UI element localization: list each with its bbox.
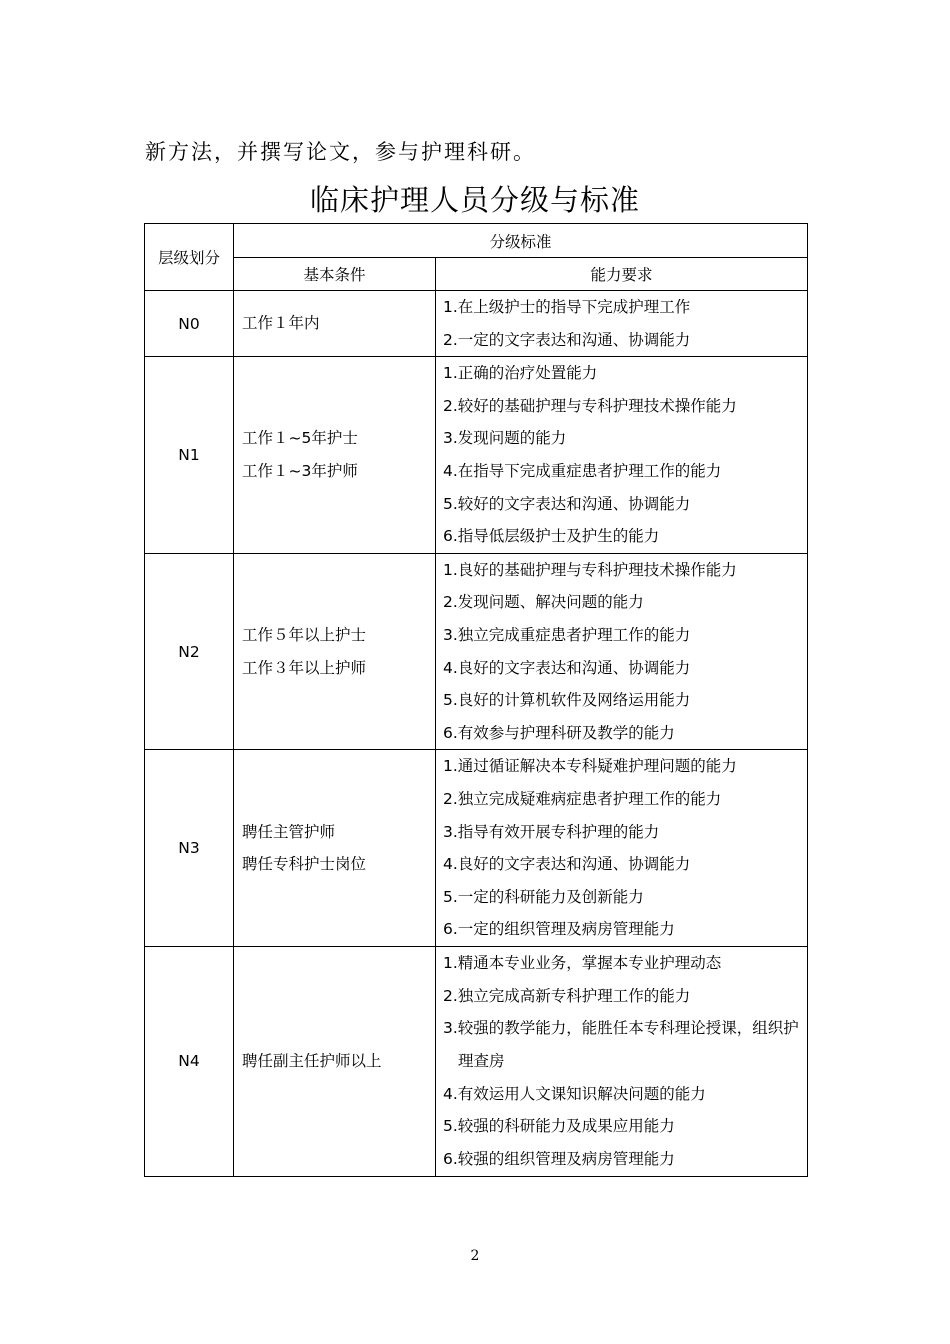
- ability-requirement-item: 3.指导有效开展专科护理的能力: [443, 822, 660, 841]
- ability-requirement-item: 1.精通本专业业务，掌握本专业护理动态: [443, 954, 722, 973]
- ability-requirement-item: 4.良好的文字表达和沟通、协调能力: [443, 855, 691, 874]
- basic-condition-line: 聘任专科护士岗位: [242, 855, 367, 874]
- basic-conditions-cell: [234, 553, 436, 750]
- table-row: [145, 946, 808, 1176]
- ability-requirement-item: 6.指导低层级护士及护生的能力: [443, 527, 660, 546]
- ability-requirement-item: 2.独立完成高新专科护理工作的能力: [443, 986, 691, 1005]
- basic-condition-line: 工作３年以上护师: [242, 658, 367, 677]
- ability-requirement-item: 1.在上级护士的指导下完成护理工作: [443, 298, 691, 316]
- ability-requirement-item: 4.良好的文字表达和沟通、协调能力: [443, 658, 691, 677]
- basic-condition-line: 工作１年内: [242, 314, 320, 333]
- ability-requirements-cell: [436, 357, 808, 554]
- ability-requirement-item: 2.较好的基础护理与专科护理技术操作能力: [443, 396, 737, 415]
- table-row: [145, 357, 808, 554]
- basic-conditions-cell: [234, 750, 436, 947]
- ability-requirement-item: 3.独立完成重症患者护理工作的能力: [443, 625, 691, 644]
- ability-requirement-item: 1.正确的治疗处置能力: [443, 364, 598, 383]
- level-cell: N0: [145, 291, 234, 357]
- ability-requirement-item: 2.独立完成疑难病症患者护理工作的能力: [443, 789, 722, 808]
- ability-requirement-item: 6.一定的组织管理及病房管理能力: [443, 920, 675, 939]
- page-number: 2: [470, 1248, 480, 1264]
- table-row: [145, 291, 808, 357]
- ability-requirements-cell: [436, 291, 808, 357]
- ability-requirement-item: 2.发现问题、解决问题的能力: [443, 593, 644, 612]
- header-basic-conditions: 基本条件: [234, 258, 436, 291]
- ability-requirement-item: 6.有效参与护理科研及教学的能力: [443, 723, 675, 742]
- ability-requirements-cell: [436, 750, 808, 947]
- header-grading-standard: 分级标准: [234, 224, 808, 258]
- basic-condition-line: 聘任主管护师: [242, 822, 336, 841]
- table-title: 临床护理人员分级与标准: [309, 183, 640, 217]
- grading-table: [144, 223, 808, 1177]
- ability-requirement-item: 3.较强的教学能力，能胜任本专科理论授课，组织护理查房: [443, 1019, 799, 1071]
- table-row: [145, 553, 808, 750]
- ability-requirements-cell: [436, 946, 808, 1176]
- ability-requirement-item: 1.良好的基础护理与专科护理技术操作能力: [443, 560, 737, 579]
- basic-condition-line: 工作１~3年护师: [242, 461, 358, 480]
- ability-requirement-item: 4.有效运用人文课知识解决问题的能力: [443, 1084, 706, 1103]
- ability-requirement-item: 6.较强的组织管理及病房管理能力: [443, 1149, 675, 1168]
- ability-requirement-item: 2.一定的文字表达和沟通、协调能力: [443, 330, 691, 349]
- ability-requirement-item: 5.良好的计算机软件及网络运用能力: [443, 691, 691, 710]
- level-cell: N3: [145, 750, 234, 947]
- header-level: 层级划分: [145, 224, 234, 291]
- table-row: [145, 750, 808, 947]
- ability-requirement-item: 1.通过循证解决本专科疑难护理问题的能力: [443, 757, 737, 776]
- basic-conditions-cell: [234, 357, 436, 554]
- basic-conditions-cell: [234, 946, 436, 1176]
- ability-requirement-item: 5.较强的科研能力及成果应用能力: [443, 1117, 675, 1136]
- ability-requirement-item: 5.一定的科研能力及创新能力: [443, 887, 644, 906]
- ability-requirement-item: 5.较好的文字表达和沟通、协调能力: [443, 494, 691, 513]
- basic-condition-line: 工作１~5年护士: [242, 429, 358, 448]
- level-cell: N1: [145, 357, 234, 554]
- basic-conditions-cell: [234, 291, 436, 357]
- intro-paragraph: 新方法，并撰写论文，参与护理科研。: [145, 140, 536, 164]
- ability-requirement-item: 4.在指导下完成重症患者护理工作的能力: [443, 461, 722, 480]
- header-ability-requirements: 能力要求: [436, 258, 808, 291]
- basic-condition-line: 聘任副主任护师以上: [242, 1052, 382, 1071]
- ability-requirement-item: 3.发现问题的能力: [443, 429, 567, 448]
- ability-requirements-cell: [436, 553, 808, 750]
- basic-condition-line: 工作５年以上护士: [242, 625, 367, 644]
- table-body: [145, 291, 808, 1177]
- level-cell: N2: [145, 553, 234, 750]
- level-cell: N4: [145, 946, 234, 1176]
